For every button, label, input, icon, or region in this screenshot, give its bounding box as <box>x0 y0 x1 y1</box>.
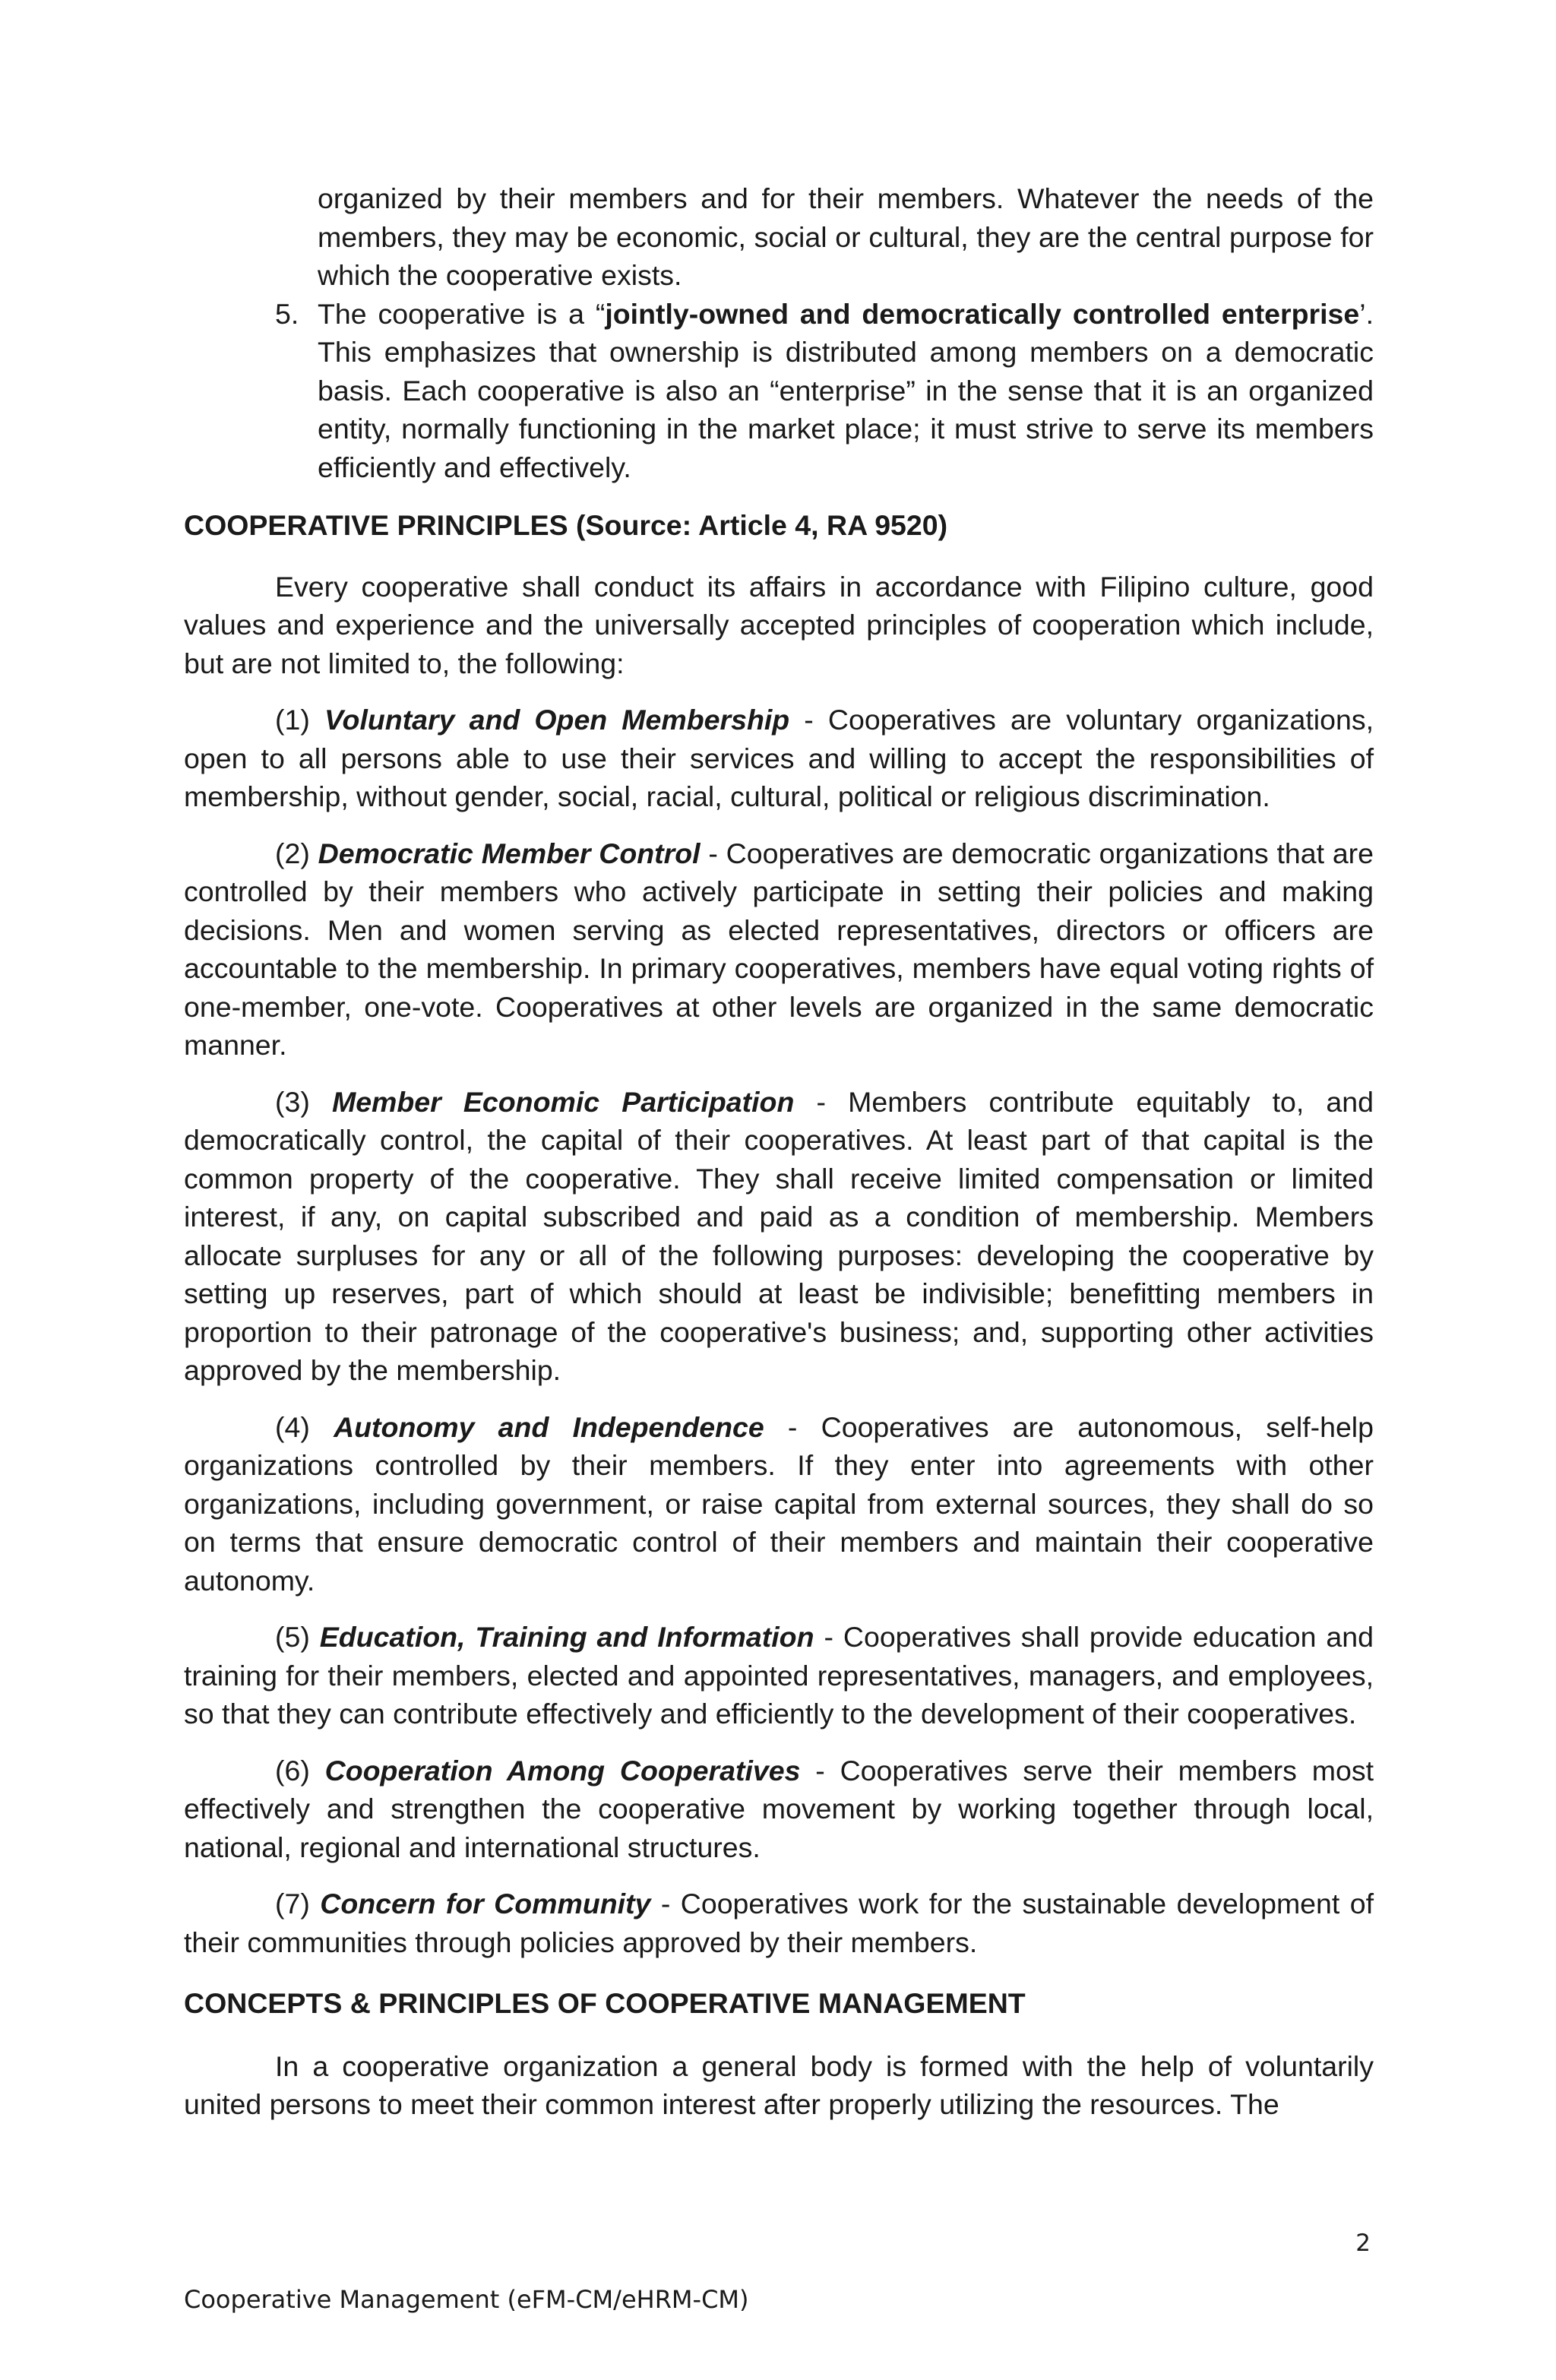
principle-title: Democratic Member Control <box>318 837 701 869</box>
management-paragraph: In a cooperative organization a general body is formed with the help of voluntarily united persons to meet their common interest after properly utilizing the resources. The <box>184 2049 1374 2120</box>
principle-title: Concern for Community <box>320 1888 651 1920</box>
list-number: 5. <box>275 297 299 330</box>
principle-title: Cooperation Among Cooperatives <box>324 1754 801 1787</box>
list-item-5 <box>275 295 1374 487</box>
principle-title: Voluntary and Open Membership <box>324 704 790 736</box>
principle-4: (4) Autonomy and Independence - Cooperatives are autonomous, self-help organizations controlled by their members. If they enter into agreements with other organizations, including government, or raise capital from external sources, they shall do so on terms that ensure democratic control of their members and maintain their cooperative autonomy. <box>184 1410 1374 1597</box>
continued-paragraph: organized by their members and for their members. Whatever the needs of the members, they may be economic, social or cultural, they are the central purpose for which the cooperative exists. <box>318 182 1374 291</box>
principle-title: Education, Training and Information <box>319 1621 814 1653</box>
principle-7: (7) Concern for Community - Cooperatives work for the sustainable development of their communities through policies approved by their members. <box>184 1888 1374 1958</box>
principle-title: Autonomy and Independence <box>334 1410 764 1443</box>
principle-3: (3) Member Economic Participation - Members contribute equitably to, and democratically control, the capital of their cooperatives. At least part of that capital is the common property of the cooperative. They shall receive limited compensation or limited interest, if any, on capital subscribed and paid as a condition of membership. Members allocate surpluses for any or all of the following purposes: developing the cooperative by setting up reserves, part of which should at least be indivisible; benefitting members in proportion to their patronage of the cooperative's business; and, supporting other activities approved by the membership. <box>184 1085 1374 1386</box>
principle-2: (2) Democratic Member Control - Cooperatives are democratic organizations that are controlled by their members who actively participate in setting their policies and making decisions. Men and women serving as elected representatives, directors or officers are accountable to the membership. In primary cooperatives, members have equal voting rights of one-member, one-vote. Cooperatives at other levels are organized in the same democratic manner. <box>184 837 1374 1061</box>
principle-title: Member Economic Participation <box>331 1085 795 1118</box>
management-heading: CONCEPTS & PRINCIPLES OF COOPERATIVE MANAGEMENT <box>184 1987 1026 2019</box>
page-number: 2 <box>1355 2230 1371 2257</box>
principles-list <box>184 701 1374 1961</box>
list-item-text: The cooperative is a “jointly-owned and democratically controlled enterprise’. This emphasizes that ownership is distributed among members on a democratic basis. Each cooperative is also an “enterprise” in the sense that it is an organized entity, normally functioning in the market place; it must strive to serve its members efficiently and effectively. <box>318 297 1374 483</box>
emphasis-text: jointly-owned and democratically controlled enterprise <box>605 297 1360 330</box>
principles-intro: Every cooperative shall conduct its affairs in accordance with Filipino culture, good values and experience and the universally accepted principles of cooperation which include, but are not limited to, the following: <box>184 570 1374 679</box>
page-footer: Cooperative Management (eFM-CM/eHRM-CM) <box>184 2285 749 2314</box>
principle-1: (1) Voluntary and Open Membership - Cooperatives are voluntary organizations, open to all persons able to use their services and willing to accept the responsibilities of membership, without gender, social, racial, cultural, political or religious discrimination. <box>184 704 1374 812</box>
page-body <box>184 179 1374 2124</box>
principles-heading: COOPERATIVE PRINCIPLES (Source: Article 4, RA 9520) <box>184 509 948 541</box>
principle-6: (6) Cooperation Among Cooperatives - Cooperatives serve their members most effectively and strengthen the cooperative movement by working together through local, national, regional and international structures. <box>184 1754 1374 1863</box>
principle-5: (5) Education, Training and Information - Cooperatives shall provide education and training for their members, elected and appointed representatives, managers, and employees, so that they can contribute effectively and efficiently to the development of their cooperatives. <box>184 1621 1374 1730</box>
